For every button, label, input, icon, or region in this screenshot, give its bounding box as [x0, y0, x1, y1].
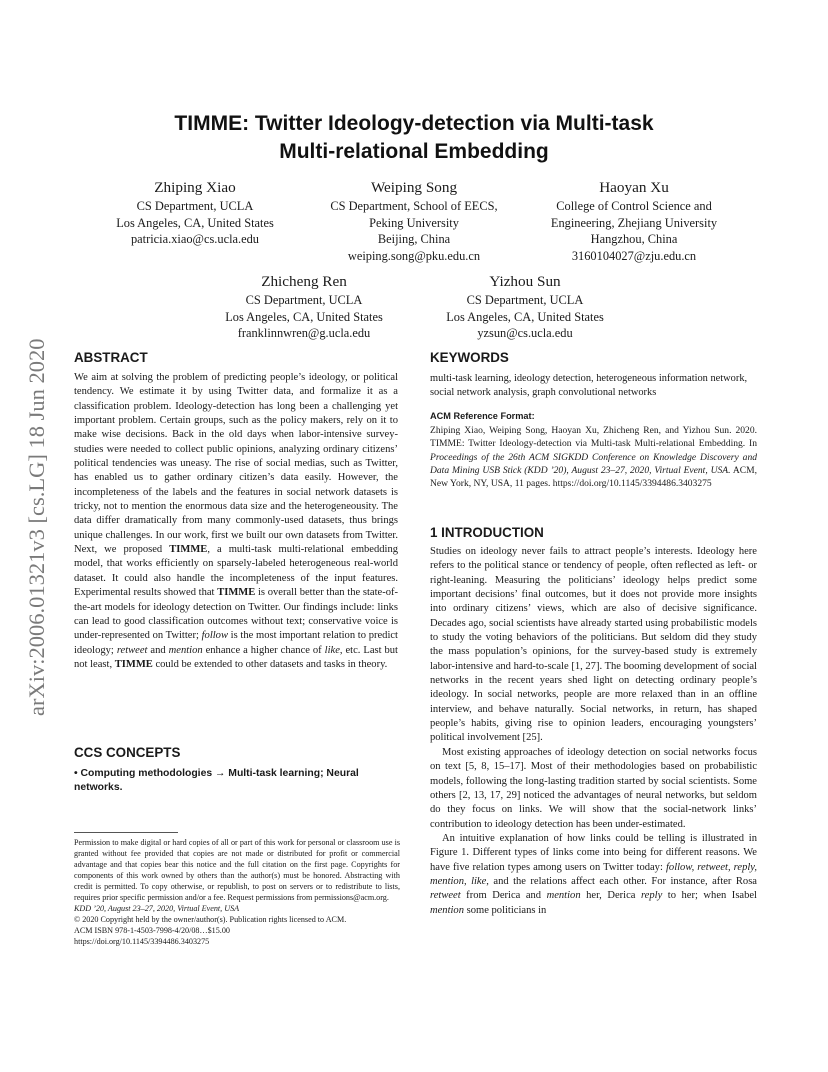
author-email: patricia.xiao@cs.ucla.edu	[130, 232, 260, 246]
author-name: Weiping Song	[370, 179, 458, 196]
author-email: yzsun@cs.ucla.edu	[477, 326, 573, 340]
title-line-2: Multi-relational Embedding	[279, 140, 549, 163]
author-name: Yizhou Sun	[489, 273, 561, 290]
intro-paragraph-2: Most existing approaches of ideology detection on social networks focus on text [5, 8, 15–17]. Most of their methodologies based on probabilistic models, following the long-lasting tradition started by social scientists. Some others [2, 13, 17, 29] noticed the advantages of neural networks, but seldom do they focus on links. We will show that the social-network links’ contribution to ideology detection has been under-estimated.	[430, 746, 757, 830]
author-affiliation: CS Department, UCLA	[466, 293, 584, 307]
ccs-heading: CCS CONCEPTS	[74, 745, 181, 760]
permission-footnote	[74, 838, 400, 948]
paper-title	[100, 110, 728, 166]
author-name: Haoyan Xu	[599, 179, 669, 196]
introduction-heading: 1 INTRODUCTION	[430, 525, 544, 540]
abstract-heading: ABSTRACT	[74, 350, 148, 365]
author-email: franklinnwren@g.ucla.edu	[237, 326, 371, 340]
author-block-5	[425, 272, 625, 342]
introduction-body	[430, 545, 757, 918]
author-block-3	[534, 178, 734, 264]
permission-notice: Permission to make digital or hard copies of all or part of this work for personal or classroom use is granted without fee provided that copies are not made or distributed for profit or commercial advantage and that copies bear this notice and the full citation on the first page. Copyrights for components of this work owned by others than the author(s) must be honored. Abstracting with credit is permitted. To copy otherwise, or republish, to post on servers or to redistribute to lists, requires prior specific permission and/or a fee. Request permissions from permissions@acm.org.	[74, 838, 400, 902]
acm-reference-text: Zhiping Xiao, Weiping Song, Haoyan Xu, Zhicheng Ren, and Yizhou Sun. 2020. TIMME: Twitter Ideology-detection via Multi-task Multi-relational Embedding. In Proceedings of the 26th ACM SIGKDD Conference on Knowledge Discovery and Data Mining USB Stick (KDD ’20), August 23–27, 2020, Virtual Event, USA. ACM, New York, NY, USA, 11 pages. https://doi.org/10.1145/3394486.3403275	[430, 425, 757, 490]
arxiv-identifier: arXiv:2006.01321v3 [cs.LG] 18 Jun 2020	[24, 338, 49, 716]
author-affiliation: CS Department, UCLA	[136, 199, 254, 213]
author-block-4	[204, 272, 404, 342]
author-affiliation: College of Control Science and	[556, 199, 712, 213]
footnote-rule	[74, 832, 178, 833]
author-affiliation: Hangzhou, China	[590, 232, 678, 246]
abstract-body	[74, 371, 398, 672]
author-name: Zhiping Xiao	[154, 179, 236, 196]
copyright-line: © 2020 Copyright held by the owner/author(s). Publication rights licensed to ACM.	[74, 914, 347, 924]
author-affiliation: Peking University	[369, 215, 459, 230]
doi-line: https://doi.org/10.1145/3394486.3403275	[74, 936, 210, 946]
venue-line: KDD ’20, August 23–27, 2020, Virtual Event, USA	[74, 903, 240, 913]
acm-reference-label: ACM Reference Format:	[430, 411, 535, 421]
author-affiliation: Los Angeles, CA, United States	[446, 309, 604, 324]
author-email: weiping.song@pku.edu.cn	[347, 248, 481, 263]
author-email: 3160104027@zju.edu.cn	[571, 248, 697, 263]
title-line-1: TIMME: Twitter Ideology-detection via Multi-task	[174, 112, 654, 135]
ccs-item: • Computing methodologies → Multi-task learning; Neural networks.	[74, 768, 359, 793]
author-name: Zhicheng Ren	[261, 273, 347, 290]
author-affiliation: CS Department, School of EECS,	[330, 199, 498, 213]
isbn-line: ACM ISBN 978-1-4503-7998-4/20/08…$15.00	[74, 925, 230, 935]
author-block-2	[314, 178, 514, 264]
author-affiliation: Engineering, Zhejiang University	[550, 215, 718, 230]
author-affiliation: Beijing, China	[377, 232, 451, 246]
keywords-heading: KEYWORDS	[430, 350, 509, 365]
intro-paragraph-1: Studies on ideology never fails to attract people’s interests. Ideology here refers to the political stance or tendency of people, often reflected as left- or right-leaning. Measuring the politicians’ ideology helps predict some important decisions’ final outcomes, but it does not provide more insights into ordinary citizens’ views, which are also of decisive significance. Decades ago, social scientists have already started using probabilistic models to study the voting behaviors of the politicians. But seldom did they study the mass population’s opinions, for the survey-based study is extremely labor-intensive and hard-to-scale [1, 27]. The booming development of social networks in the recent years shed light on detecting ordinary people’s ideology. In social networks, people are more relaxed than in an offline interview, and behave naturally. Social networks, in return, has shaped people’s habits, giving rise to opinion leaders, encouraging youngsters’ political involvement [25].	[430, 546, 757, 744]
author-affiliation: CS Department, UCLA	[245, 293, 363, 307]
intro-paragraph-3: An intuitive explanation of how links could be telling is illustrated in Figure 1. Different types of links come into being for different reasons. We have five relation types among users on Twitter today: follow, retweet, reply, mention, like, and the relations affect each other. For instance, after Rosa retweet from Derica and mention her, Derica reply to her; when Isabel mention some politicians in	[430, 832, 758, 916]
author-block-1	[95, 178, 295, 248]
abstract-paragraph: We aim at solving the problem of predicting people’s ideology, or political tendency. We estimate it by using Twitter data, and formalize it as a classification problem. Ideology-detection has long been a challenging yet important problem. Certain groups, such as the policy makers, rely on it to make wise decisions. Back in the old days when labor-intensive survey-studies were needed to collect public opinions, analyzing ordinary citizens’ political tendencies was uneasy. The rise of social medias, such as Twitter, has enabled us to gather ordinary citizen’s data easily. However, the incompleteness of the labels and the features in social network datasets is tricky, not to mention the enormous data size and the heterogeneousity. The data differ dramatically from many commonly-used datasets, thus brings unique challenges. In our work, first we built our own datasets from Twitter. Next, we proposed TIMME, a multi-task multi-relational embedding model, that works efficiently on sparsely-labeled heterogeneous real-world dataset. It could also handle the incompleteness of the input features. Experimental results showed that TIMME is overall better than the state-of-the-art models for ideology detection on Twitter. Our findings include: links can lead to good classification outcomes without text; conservative voice is under-represented on Twitter; follow is the most important relation to predict ideology; retweet and mention enhance a higher chance of like, etc. Last but not least, TIMME could be extended to other datasets and tasks in theory.	[74, 372, 399, 670]
author-affiliation: Los Angeles, CA, United States	[116, 215, 274, 230]
author-affiliation: Los Angeles, CA, United States	[225, 309, 383, 324]
keywords-text: multi-task learning, ideology detection, heterogeneous information network, social network analysis, graph convolutional networks	[430, 373, 748, 399]
